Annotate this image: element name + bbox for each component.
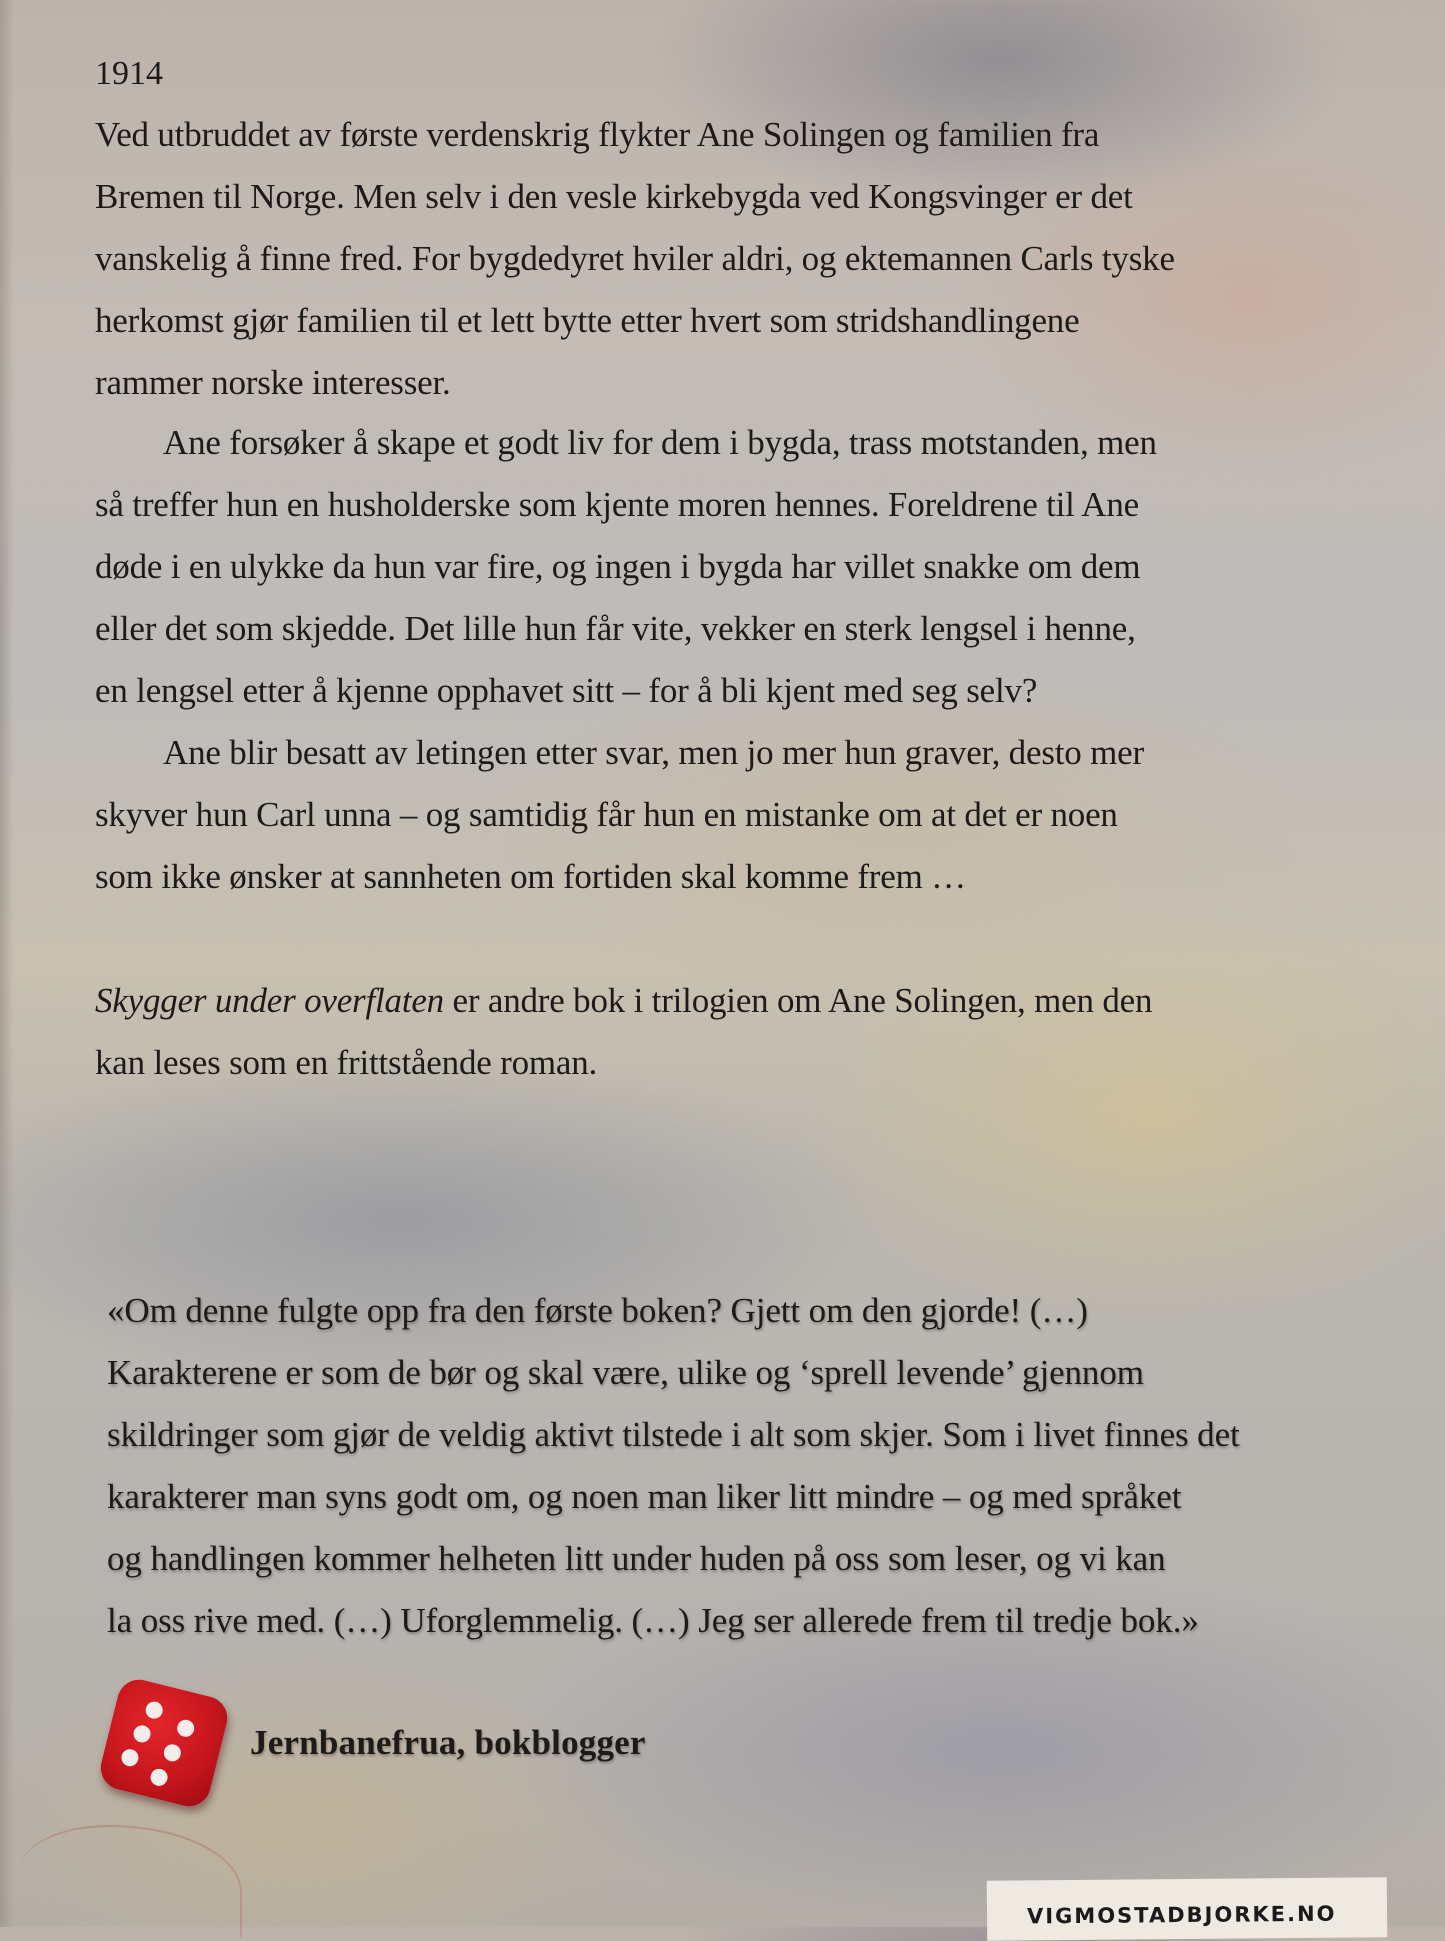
book-title: Skygger under overflaten [95,981,444,1020]
series-note [95,970,1152,1094]
cover-edge [0,0,14,1927]
quote-line: Karakterene er som de bør og skal være, ulike og ‘sprell levende’ gjennom [107,1353,1144,1392]
synopsis-paragraph-3 [95,722,1144,908]
synopsis-paragraph-1 [95,104,1175,414]
text-line: rammer norske interesser. [95,363,451,402]
text-line: Ane forsøker å skape et godt liv for dem i bygda, trass motstanden, men [163,423,1157,462]
synopsis-paragraph-2 [95,412,1157,722]
year-heading: 1914 [95,55,163,92]
text-line: herkomst gjør familien til et lett bytte etter hvert som stridshandlingene [95,301,1080,340]
quote-line: «Om denne fulgte opp fra den første boken? Gjett om den gjorde! (…) [107,1291,1088,1330]
text-line: så treffer hun en husholderske som kjente moren hennes. Foreldrene til Ane [95,485,1139,524]
text-line: vanskelig å finne fred. For bygdedyret hviler aldri, og ektemannen Carls tyske [95,239,1175,278]
text-line: skyver hun Carl unna – og samtidig får hun en mistanke om at det er noen [95,795,1118,834]
text-line: en lengsel etter å kjenne opphavet sitt – for å bli kjent med seg selv? [95,671,1038,710]
quote-line: skildringer som gjør de veldig aktivt tilstede i alt som skjer. Som i livet finnes det [107,1415,1240,1454]
publisher-url: VIGMOSTADBJORKE.NO [1026,1901,1337,1929]
dice-six-icon [96,1675,232,1811]
quote-line: la oss rive med. (…) Uforglemmelig. (…) Jeg ser allerede frem til tredje bok.» [107,1601,1199,1640]
publisher-label [987,1877,1388,1940]
reviewer-name: Jernbanefrua, bokblogger [250,1722,646,1762]
series-note-text: er andre bok i trilogien om Ane Solingen, men den [443,981,1153,1020]
text-line: eller det som skjedde. Det lille hun får vite, vekker en sterk lengsel i henne, [95,609,1136,648]
text-line: Bremen til Norge. Men selv i den vesle kirkebygda ved Kongsvinger er det [95,177,1133,216]
review-attribution [108,1680,646,1805]
water-stain [20,1825,242,1937]
text-line [95,970,1152,1032]
text-line: kan leses som en frittstående roman. [95,1043,598,1082]
quote-line: og handlingen kommer helheten litt under huden på oss som leser, og vi kan [107,1539,1166,1578]
text-line: døde i en ulykke da hun var fire, og ingen i bygda har villet snakke om dem [95,547,1141,586]
text-line: Ane blir besatt av letingen etter svar, men jo mer hun graver, desto mer [163,733,1144,772]
quote-line: karakterer man syns godt om, og noen man liker litt mindre – og med språket [107,1477,1182,1516]
review-quote [107,1280,1240,1652]
text-line: som ikke ønsker at sannheten om fortiden skal komme frem … [95,857,966,896]
text-line: Ved utbruddet av første verdenskrig flykter Ane Solingen og familien fra [95,115,1100,154]
